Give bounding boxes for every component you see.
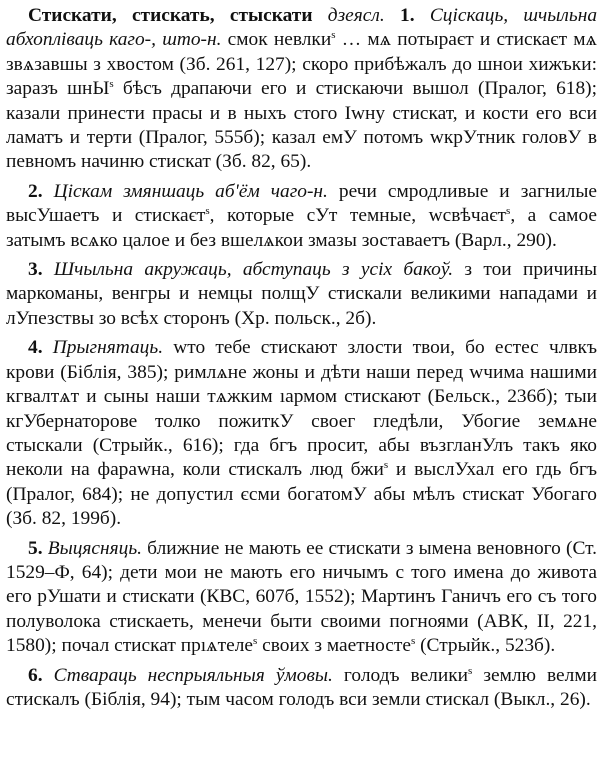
sense-number: 2. — [28, 180, 43, 202]
sense-gloss: Сціскаць, шчыльна абхопліваць каго-, што-н. — [6, 5, 598, 51]
sense-gloss: Выцясняць. — [47, 537, 143, 559]
sense-4 — [6, 336, 597, 531]
part-of-speech: дзеясл. — [327, 5, 385, 26]
sense-number: 3. — [28, 259, 43, 281]
sense-gloss: Шчыльна акружаць, абступаць з усіх бакоў. — [53, 259, 454, 281]
sense-text: голодъ велики$^s$ землю велми стискалъ (Біблія, 94); тым часом голодъ вси земли стискал (Выкл., 26). — [6, 664, 597, 710]
sense-number: 5. — [28, 537, 43, 559]
sense-1 — [6, 4, 597, 175]
sense-text: wто тебе стискают злости твои, бо естес члвкъ крови (Біблія, 385); римлѧне жоны и дѣти наши перед wчима нашими кгвалтѧт и сыны наши тѧжким ıармом стискают (Бельск., 236б); тыи кгУбернаторове толко пожиткУ своег гледѣли, Убогие земѧне стыскали (Стрыйк., 616); гда бгъ просит, абы възгланУлъ такъ яко неколи на фараwна, коли стискалъ люд бжи$^s$ и выслУхал его гдь бгъ (Пралог, 684); не допустил єсми богатомУ абы мѣлъ стискат Убогаго (Зб. 82, 199б). — [6, 337, 597, 530]
sense-text: з тои причины маркоманы, венгры и немцы полщУ стискали великими нападами и лУпезствы зо всѣх сторонъ (Хр. польск., 2б). — [6, 259, 597, 329]
headword: Стискати, стискать, стыскати — [28, 5, 313, 26]
sense-5 — [6, 537, 597, 659]
sense-gloss: Ціскам змяншаць аб'ём чаго-н. — [53, 180, 328, 202]
sense-gloss: Прыгнятаць. — [52, 337, 164, 359]
sense-6 — [6, 664, 597, 713]
sense-text: речи смродливые и загнилые высУшаетъ и стискаєт$^s$, которые сУт темные, wсвѣчаєт$^s$, а самое затымъ всѧко цалое и без вшелѧкои змазы зоставаетъ (Варл., 290). — [6, 180, 597, 251]
sense-number: 4. — [28, 337, 43, 359]
sense-2 — [6, 180, 597, 253]
sense-3 — [6, 258, 597, 331]
sense-gloss: Ствараць неспрыяльныя ўмовы. — [53, 664, 333, 686]
sense-number: 6. — [28, 664, 43, 686]
sense-number: 1. — [400, 5, 415, 26]
sense-text: смок невлки$^s$ … мѧ потыраєт и стискаєт мѧ звѧзавшы з хвостом (Зб. 261, 127); скоро прибѣжалъ до шнои хижъки: заразъ шнЫ$^s$ бѣсъ драпаючи его и стискаючи вышол (Пралог, 618); казали принести прасы и в ныхъ стого Iwну стискат, и кости его вси ламатъ и терти (Пралог, 555б); казал емУ потомъ wкрУтник головУ в певномъ начиню стискат (Зб. 82, 65). — [6, 29, 597, 173]
sense-text: ближние не мають ее стискати з ымена веновного (Ст. 1529–Ф, 64); дети мои не мають его ничымъ с того имена до живота его рУшати и стискати (КВС, 607б, 1552); Мартинъ Ганичъ его съ того полуволока стискаеть, менечи быти своими погноями (АВК, II, 221, 1580); почал стискат прıѧтеле$^s$ своих з маетносте$^s$ (Стрыйк., 523б). — [6, 537, 597, 657]
